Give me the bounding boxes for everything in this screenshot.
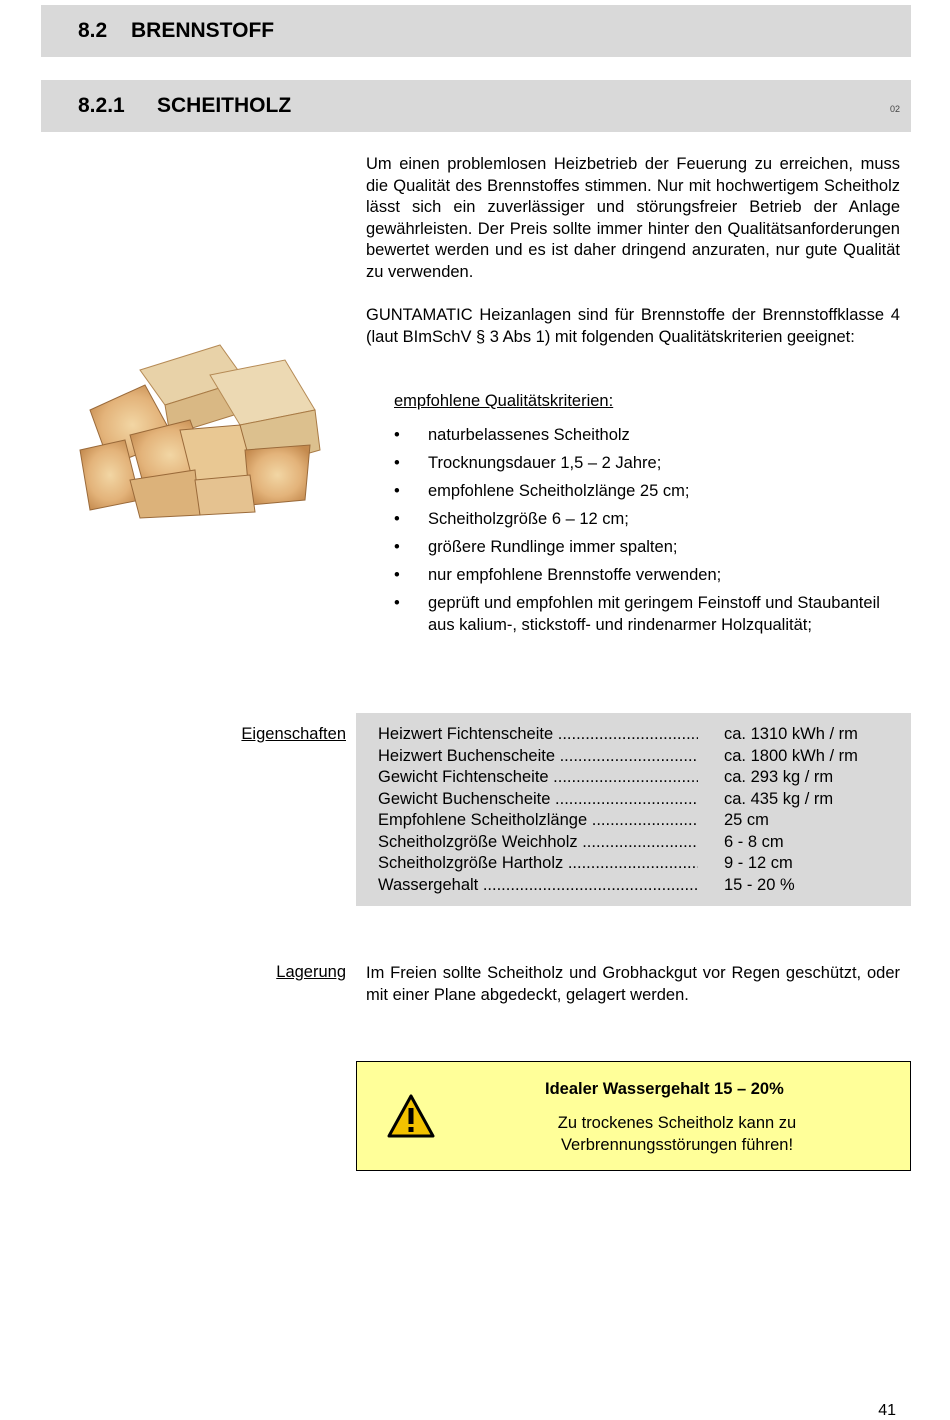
subsection-title: SCHEITHOLZ xyxy=(157,94,292,117)
subsection-number: 8.2.1 xyxy=(78,94,125,117)
revision-number: 02 xyxy=(889,104,900,114)
list-item: • Scheitholzgröße 6 – 12 cm; xyxy=(394,510,629,528)
bullet-icon: • xyxy=(394,538,400,556)
intro-paragraph-2: GUNTAMATIC Heizanlagen sind für Brennstoffe der Brennstoffklasse 4 (laut BImSchV § 3 Abs 1) mit folgenden Qualitätskriterien geeignet: xyxy=(366,306,900,346)
section-header xyxy=(41,5,911,57)
bullet-icon: • xyxy=(394,566,400,584)
bullet-icon: • xyxy=(394,426,400,444)
bullet-icon: • xyxy=(394,454,400,472)
subsection-header xyxy=(41,80,911,132)
warning-box xyxy=(356,1061,911,1171)
bullet-icon: • xyxy=(394,594,400,612)
bullet-icon: • xyxy=(394,482,400,500)
storage-text: Im Freien sollte Scheitholz und Grobhackgut vor Regen geschützt, oder mit einer Plane abgedeckt, gelagert werden. xyxy=(366,964,900,1004)
section-number: 8.2 xyxy=(78,19,108,42)
criteria-list xyxy=(394,424,894,642)
properties-table: Heizwert Fichtenscheite ..... ca. 1310 kWh / rm Heizwert Buchenscheite ..... ca. 1800 kWh / rm Gewicht Fichtenscheite ..... ca. 293 kg / rm Gewicht Buchenscheite ..... ca. 435 kg / rm Empfohlene Scheitholzlänge ..... 25 cm Scheitholzgröße Weichholz ..... 6 - 8 cm Scheitholzgröße Hartholz ..... 9 - 12 cm Wassergehalt ..... 15 - 20 % xyxy=(356,713,911,906)
warning-title: Idealer Wassergehalt 15 – 20% xyxy=(545,1080,784,1098)
firewood-image xyxy=(70,340,325,520)
criteria-heading: empfohlene Qualitätskriterien: xyxy=(394,392,614,410)
list-item: • naturbelassenes Scheitholz xyxy=(394,426,630,444)
bullet-icon: • xyxy=(394,510,400,528)
list-item: • Trocknungsdauer 1,5 – 2 Jahre; xyxy=(394,454,662,472)
warning-triangle-icon xyxy=(387,1094,435,1138)
warning-text: Zu trockenes Scheitholz kann zu Verbrennungsstörungen führen! xyxy=(557,1114,797,1154)
list-item: • empfohlene Scheitholzlänge 25 cm; xyxy=(394,482,690,500)
list-item: • geprüft und empfohlen mit geringem Feinstoff und Staubanteil aus kalium-, stickstoff- und rindenarmer Holzqualität; xyxy=(394,594,880,634)
page-number: 41 xyxy=(878,1402,896,1419)
list-item: • größere Rundlinge immer spalten; xyxy=(394,538,678,556)
intro-paragraph-1: Um einen problemlosen Heizbetrieb der Feuerung zu erreichen, muss die Qualität des Brennstoffes stimmen. Nur mit hochwertigem Scheitholz lässt sich ein zuverlässiger und störungsfreier Betrieb der Anlage gewährleisten. Der Preis sollte immer hinter den Qualitätsanforderungen bewertet werden und es ist daher dringend anzuraten, nur gute Qualität zu verwenden. xyxy=(366,155,900,281)
properties-label: Eigenschaften xyxy=(241,725,346,743)
storage-label: Lagerung xyxy=(276,963,346,981)
list-item: • nur empfohlene Brennstoffe verwenden; xyxy=(394,566,722,584)
section-title: BRENNSTOFF xyxy=(131,19,275,42)
